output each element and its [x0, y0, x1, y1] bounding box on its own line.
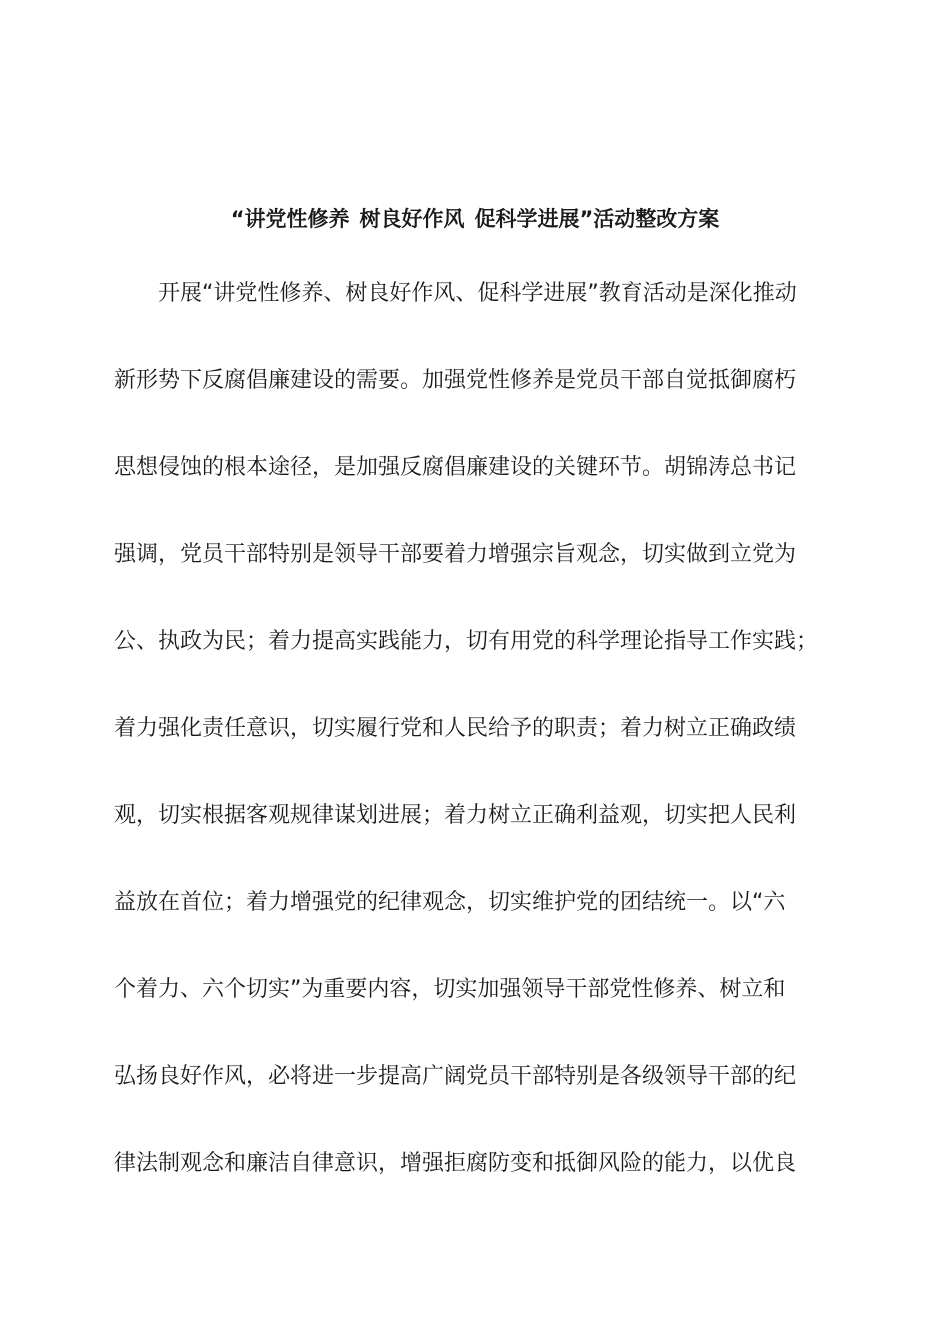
title-part-2: 树良好作风	[359, 207, 465, 231]
paragraph-line: 观，切实根据客观规律谋划进展；着力树立正确利益观，切实把人民利	[114, 803, 797, 828]
paragraph-line: 公、执政为民；着力提高实践能力，切有用党的科学理论指导工作实践；	[114, 629, 819, 654]
title-part-3: 促科学进展”活动整改方案	[474, 207, 720, 231]
paragraph-line: 益放在首位；着力增强党的纪律观念，切实维护党的团结统一。以“六	[114, 890, 786, 915]
paragraph-line: 新形势下反腐倡廉建设的需要。加强党性修养是党员干部自觉抵御腐朽	[114, 368, 797, 393]
paragraph-line: 律法制观念和廉洁自律意识，增强拒腐防变和抵御风险的能力，以优良	[114, 1151, 797, 1176]
paragraph-line: 弘扬良好作风，必将进一步提高广阔党员干部特别是各级领导干部的纪	[114, 1064, 797, 1089]
paragraph-line: 个着力、六个切实”为重要内容，切实加强领导干部党性修养、树立和	[114, 977, 786, 1002]
document-title	[0, 204, 950, 234]
paragraph-line: 开展“讲党性修养、树良好作风、促科学进展”教育活动是深化推动	[158, 281, 797, 306]
paragraph-line: 思想侵蚀的根本途径，是加强反腐倡廉建设的关键环节。胡锦涛总书记	[114, 455, 797, 480]
title-part-1: “讲党性修养	[230, 207, 350, 231]
paragraph-line: 着力强化责任意识，切实履行党和人民给予的职责；着力树立正确政绩	[114, 716, 797, 741]
paragraph-line: 强调，党员干部特别是领导干部要着力增强宗旨观念，切实做到立党为	[114, 542, 797, 567]
